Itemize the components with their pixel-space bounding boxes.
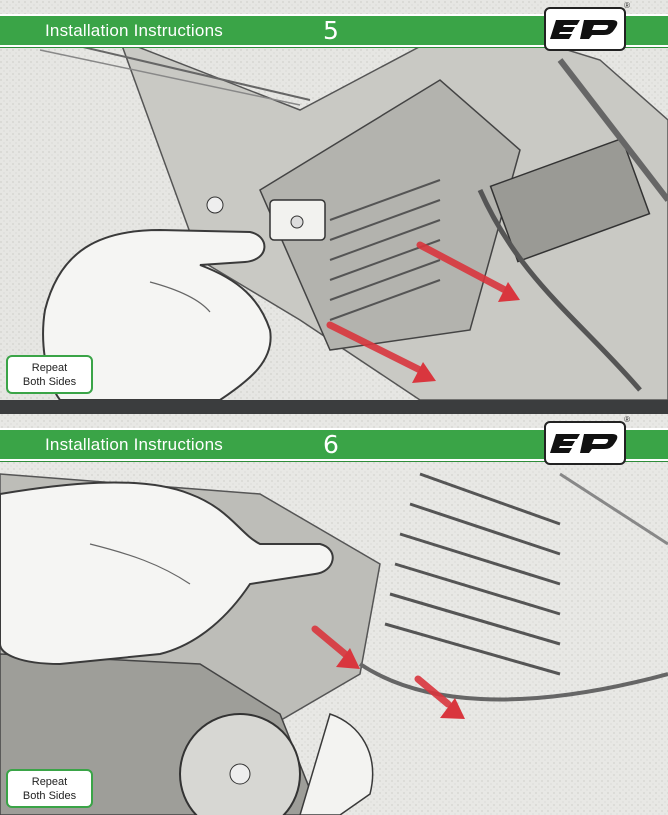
instruction-panel-step-6 xyxy=(0,414,668,815)
panel-separator xyxy=(0,400,668,414)
repeat-note-line2: Both Sides xyxy=(22,375,77,388)
installation-photo-step-5 xyxy=(0,0,668,400)
repeat-note xyxy=(6,769,93,808)
instruction-panel-step-5 xyxy=(0,0,668,400)
registered-mark: ® xyxy=(624,415,630,424)
repeat-note xyxy=(6,355,93,394)
page-title: Installation Instructions xyxy=(45,435,223,454)
repeat-note-line1: Repeat xyxy=(31,775,68,788)
installation-photo-step-6 xyxy=(0,414,668,815)
ep-logo-icon xyxy=(550,428,620,458)
page-title: Installation Instructions xyxy=(45,21,223,40)
brand-logo xyxy=(544,7,626,51)
registered-mark: ® xyxy=(624,1,630,10)
step-number: 5 xyxy=(323,16,339,45)
ep-logo-icon xyxy=(550,14,620,44)
repeat-note-line1: Repeat xyxy=(31,361,68,374)
repeat-note-line2: Both Sides xyxy=(22,789,77,802)
brand-logo xyxy=(544,421,626,465)
step-number: 6 xyxy=(323,430,339,459)
